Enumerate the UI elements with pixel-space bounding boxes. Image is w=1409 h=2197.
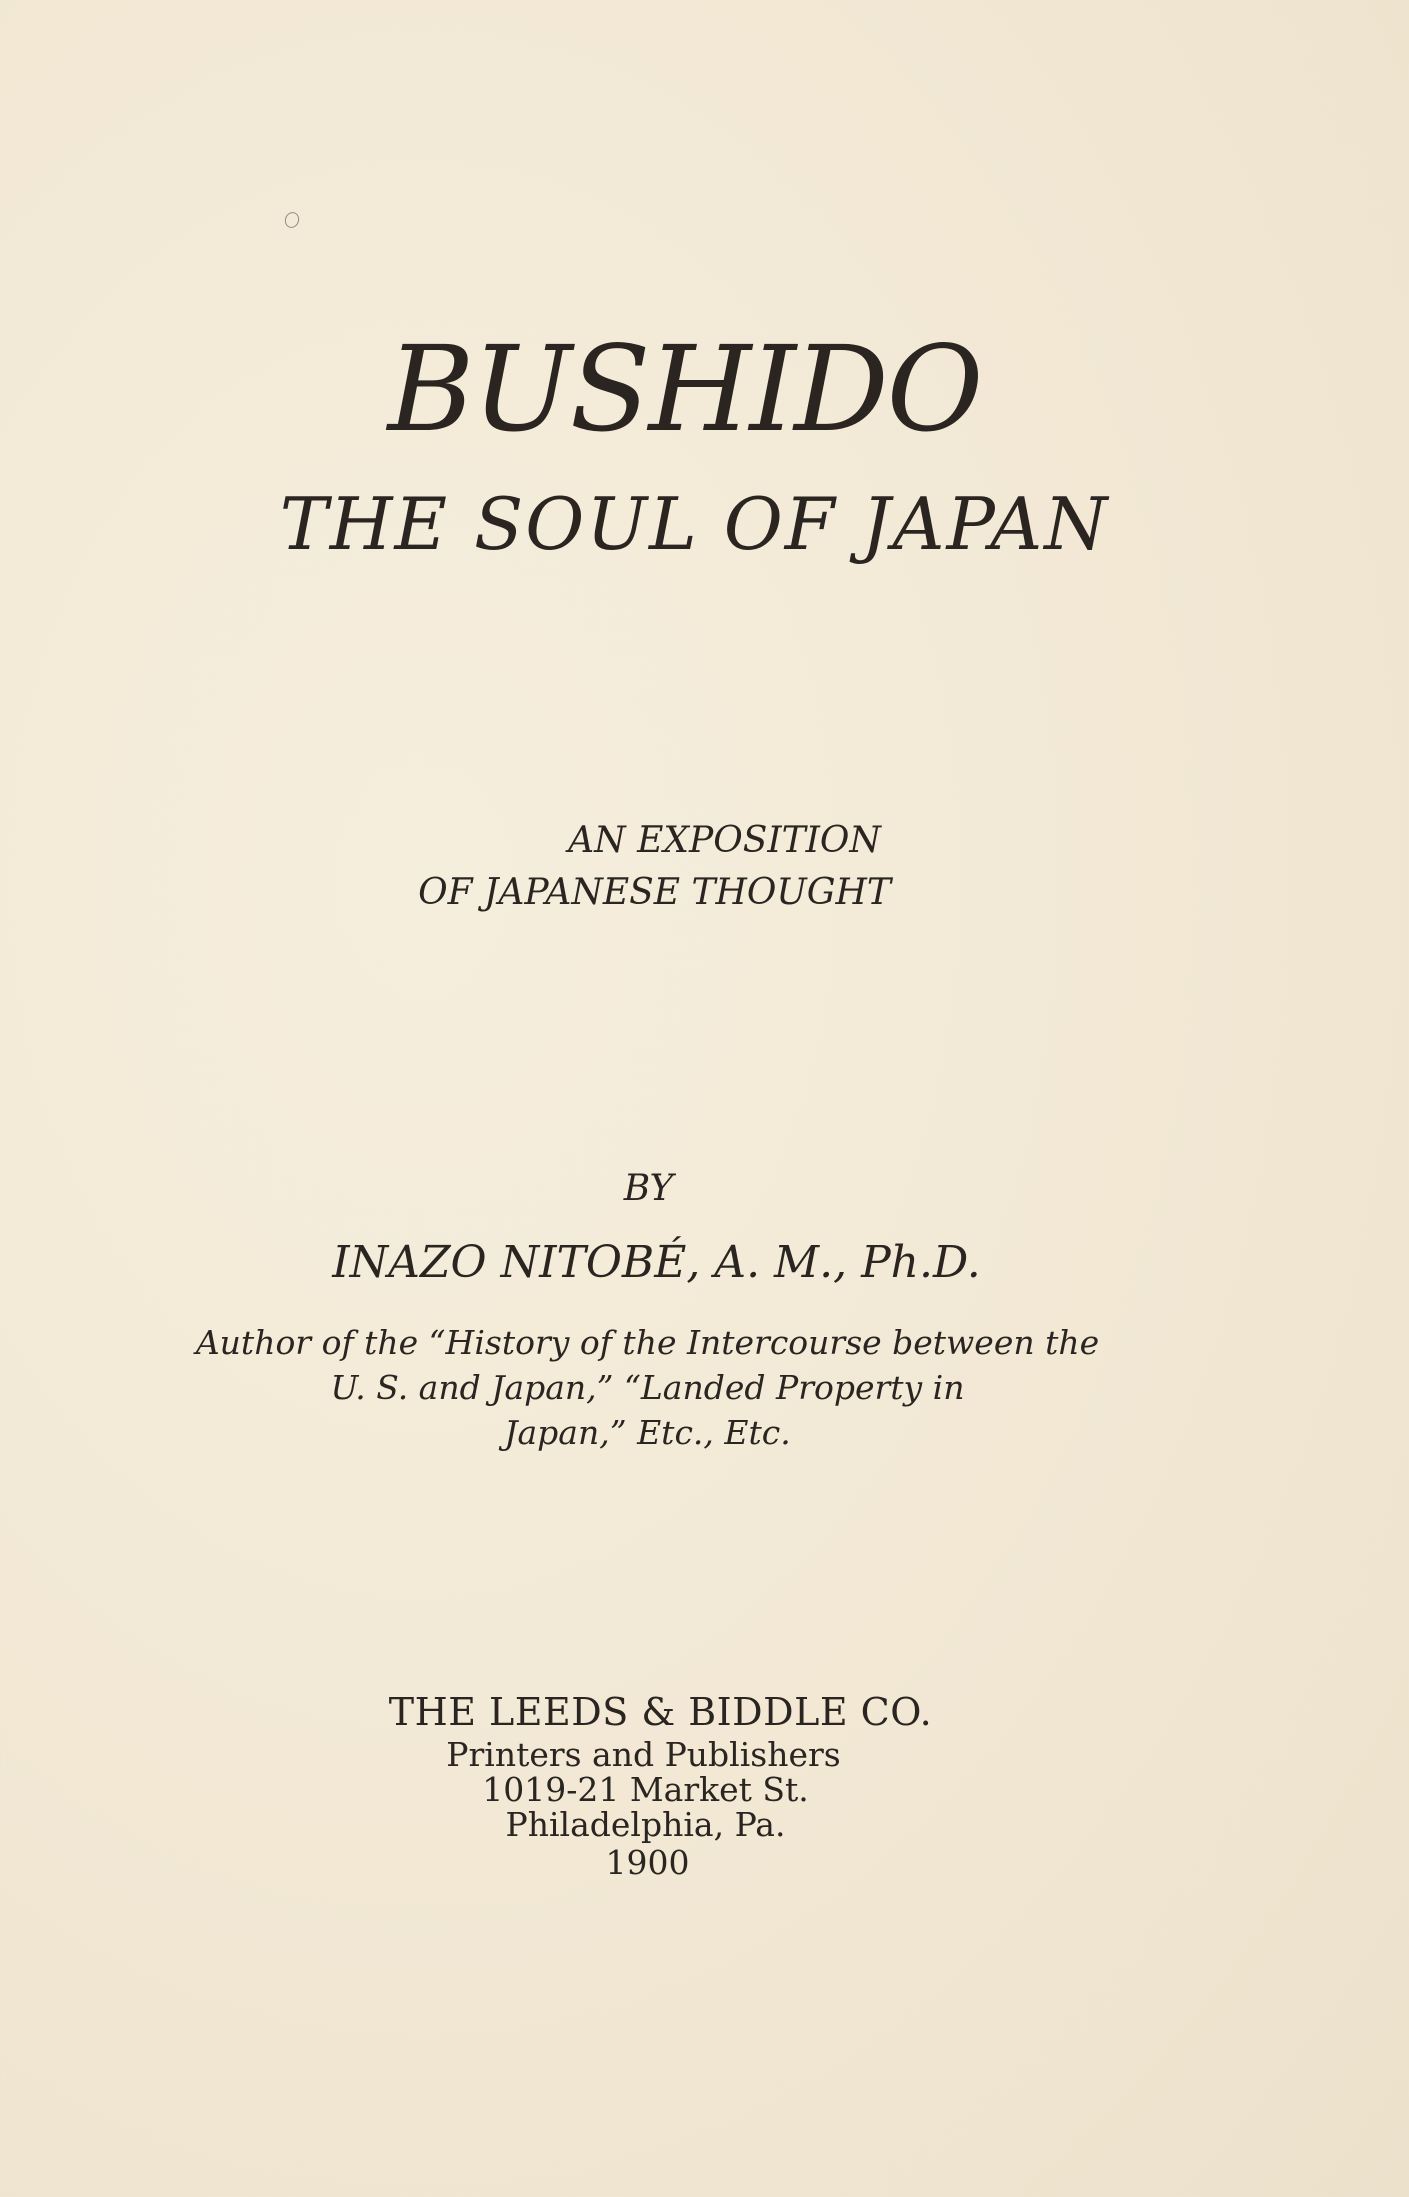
publication-year: 1900 [605,1843,690,1882]
author-credits-line: Author of the “History of the Intercourse between the [195,1323,1100,1362]
byline-by: BY [623,1168,674,1209]
author-credits-line: U. S. and Japan,” “Landed Property in [330,1368,965,1407]
author-credits-line: Japan,” Etc., Etc. [504,1413,791,1452]
book-title: BUSHIDO [387,320,982,458]
publisher-address: 1019-21 Market St. [482,1770,809,1809]
book-subtitle: THE SOUL OF JAPAN [279,482,1110,566]
exposition-line-2: OF JAPANESE THOUGHT [418,872,891,913]
publisher-name: THE LEEDS & BIDDLE CO. [388,1690,933,1734]
author-name: INAZO NITOBÉ, A. M., Ph.D. [332,1237,981,1288]
publisher-city: Philadelphia, Pa. [505,1805,786,1844]
exposition-line-1: AN EXPOSITION [568,820,881,861]
stray-ink-mark [283,210,302,230]
publisher-role: Printers and Publishers [446,1735,841,1774]
